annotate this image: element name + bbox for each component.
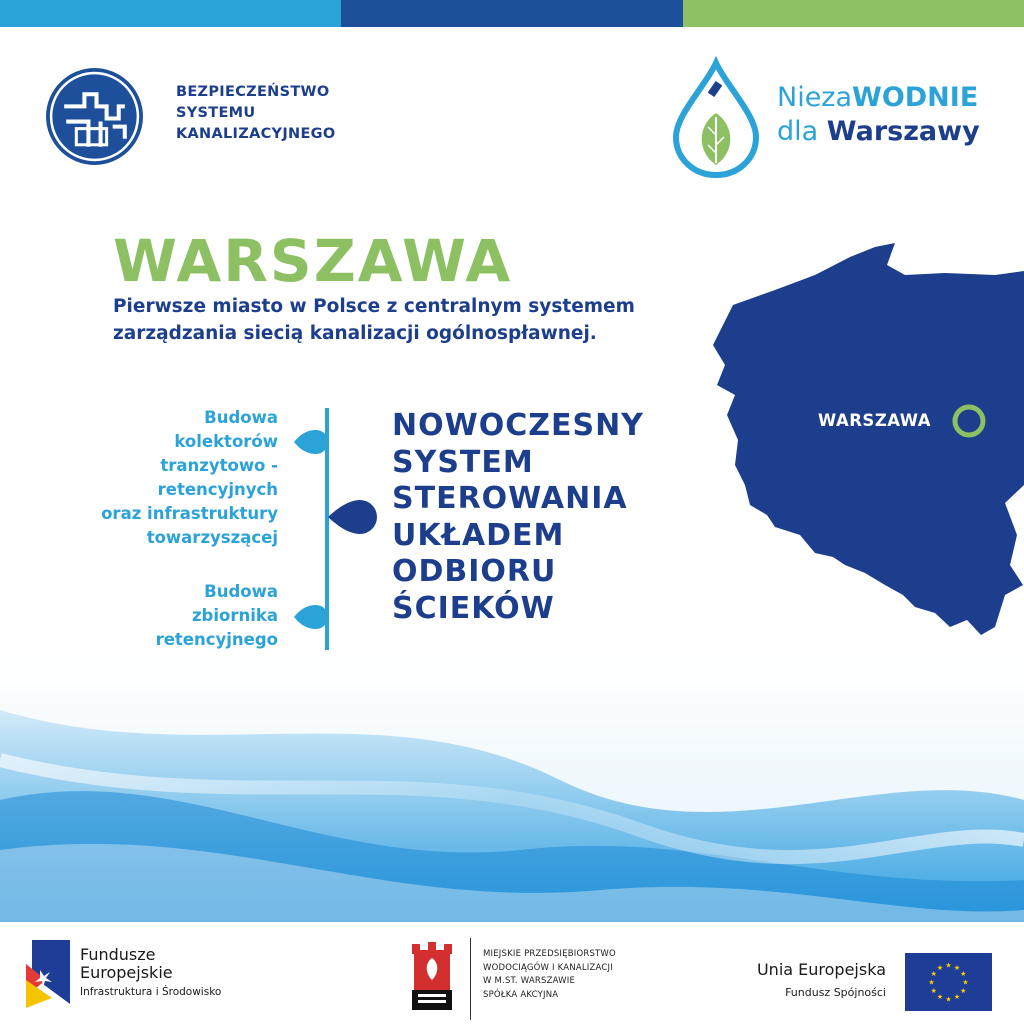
mpwik-divider bbox=[470, 938, 471, 1020]
left-item-reservoir bbox=[156, 580, 278, 652]
fundusze-subtitle: Infrastruktura i Środowisko bbox=[80, 986, 222, 998]
drop-marker-large-icon bbox=[328, 498, 378, 536]
eu-star-icon: ★ bbox=[936, 963, 944, 972]
left-item-2-line-1: Budowa bbox=[204, 582, 278, 601]
eu-flag-icon bbox=[905, 953, 992, 1011]
system-line-6: ŚCIEKÓW bbox=[392, 590, 555, 626]
eu-star-icon: ★ bbox=[953, 963, 961, 972]
bsk-line-2: SYSTEMU bbox=[176, 105, 256, 121]
eu-star-icon: ★ bbox=[936, 993, 944, 1002]
mpwik-crest-icon bbox=[408, 940, 456, 1012]
eu-stars-icon bbox=[905, 953, 992, 1011]
left-item-2-line-2: zbiornika bbox=[191, 606, 278, 625]
left-item-1-line-2: kolektorów bbox=[174, 432, 278, 451]
mpwik-line-1: MIEJSKIE PRZEDSIĘBIORSTWO bbox=[483, 949, 616, 959]
mpwik-line-3: W M.ST. WARSZAWIE bbox=[483, 976, 576, 986]
bsk-pipes-logo-icon bbox=[44, 66, 145, 167]
left-item-1-line-5: oraz infrastruktury bbox=[101, 504, 278, 523]
system-line-2: SYSTEM bbox=[392, 444, 534, 480]
city-marker-icon bbox=[951, 403, 987, 439]
subtitle-line-1: Pierwsze miasto w Polsce z centralnym systemem bbox=[113, 296, 635, 317]
mpwik-line-2: WODOCIĄGÓW I KANALIZACJI bbox=[483, 962, 613, 973]
eu-star-icon: ★ bbox=[962, 978, 969, 987]
eu-star-icon: ★ bbox=[960, 970, 967, 978]
fundusze-europejskie-logo-icon bbox=[26, 940, 72, 1008]
poland-map-icon bbox=[705, 235, 1024, 665]
left-item-1-line-4: retencyjnych bbox=[157, 480, 278, 499]
eu-star-icon: ★ bbox=[960, 987, 967, 995]
system-line-4: UKŁADEM bbox=[392, 517, 565, 553]
fundusze-title-line-1: Fundusze bbox=[80, 945, 156, 964]
eu-star-icon: ★ bbox=[928, 978, 935, 987]
campaign-bold-2: Warszawy bbox=[826, 116, 980, 147]
eu-star-icon: ★ bbox=[945, 961, 952, 970]
fundusze-title bbox=[80, 946, 173, 982]
page-title: WARSZAWA bbox=[113, 227, 513, 295]
campaign-light-1: Nieza bbox=[777, 82, 853, 113]
campaign-logo-line-2 bbox=[777, 116, 980, 148]
left-item-1-line-6: towarzyszącej bbox=[146, 528, 278, 547]
left-item-1-line-3: tranzytowo - bbox=[160, 456, 278, 475]
top-strip-green bbox=[683, 0, 1024, 27]
top-strip-dark-blue bbox=[341, 0, 683, 27]
bsk-logo-text bbox=[176, 82, 336, 145]
bsk-line-1: BEZPIECZEŃSTWO bbox=[176, 84, 330, 100]
system-line-1: NOWOCZESNY bbox=[392, 408, 644, 443]
subtitle-line-2: zarządzania siecią kanalizacji ogólnospławnej. bbox=[113, 323, 597, 344]
ue-subtitle: Fundusz Spójności bbox=[785, 986, 886, 999]
mpwik-line-4: SPÓŁKA AKCYJNA bbox=[483, 989, 559, 1000]
fundusze-title-line-2: Europejskie bbox=[80, 963, 173, 982]
bsk-line-3: KANALIZACYJNEGO bbox=[176, 126, 336, 142]
ue-title: Unia Europejska bbox=[756, 960, 886, 979]
left-item-collectors bbox=[101, 406, 278, 550]
top-strip-light-blue bbox=[0, 0, 341, 27]
page-subtitle bbox=[113, 293, 673, 347]
drop-marker-icon bbox=[292, 428, 328, 456]
left-item-1-line-1: Budowa bbox=[204, 408, 278, 427]
system-line-5: ODBIORU bbox=[392, 554, 557, 589]
wave-background bbox=[0, 650, 1024, 925]
campaign-light-2: dla bbox=[777, 116, 827, 147]
system-line-3: STEROWANIA bbox=[392, 481, 628, 516]
eu-star-icon: ★ bbox=[930, 970, 937, 978]
eu-star-icon: ★ bbox=[953, 993, 961, 1002]
system-heading bbox=[392, 408, 692, 627]
map-city-label: WARSZAWA bbox=[818, 411, 932, 430]
left-item-2-line-3: retencyjnego bbox=[155, 630, 278, 649]
campaign-bold-1: WODNIE bbox=[852, 82, 979, 113]
mpwik-name bbox=[483, 948, 616, 1002]
drop-marker-icon bbox=[292, 603, 328, 631]
water-drop-leaf-icon bbox=[668, 55, 764, 181]
campaign-logo-line-1 bbox=[777, 82, 978, 114]
eu-star-icon: ★ bbox=[930, 987, 937, 995]
eu-star-icon: ★ bbox=[945, 995, 952, 1004]
